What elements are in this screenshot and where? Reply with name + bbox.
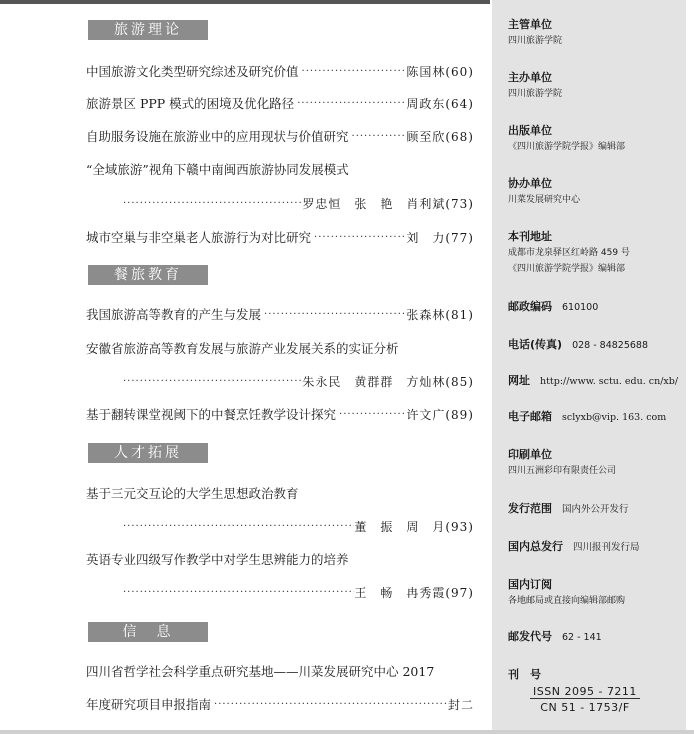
co-organizer-label: 协办单位 <box>508 177 552 190</box>
leader-dots <box>311 232 406 243</box>
article-author-page: 陈国林(60) <box>406 64 474 79</box>
toc-entry[interactable] <box>86 303 474 325</box>
website-link[interactable]: http://www. sctu. edu. cn/xb/ <box>540 376 679 387</box>
leader-dots <box>120 376 302 387</box>
article-title: 中国旅游文化类型研究综述及研究价值 <box>86 64 299 79</box>
toc-entry[interactable] <box>86 226 474 248</box>
toc-entry[interactable] <box>86 125 474 147</box>
leader-dots <box>261 309 406 320</box>
address-line-1: 成都市龙泉驿区红岭路 459 号 <box>508 248 630 258</box>
toc-entry[interactable] <box>86 660 474 682</box>
domestic-distributor-label: 国内总发行 <box>508 540 563 553</box>
printer-label: 印刷单位 <box>508 448 552 461</box>
toc-entry[interactable] <box>86 337 474 359</box>
article-author-page: 王 畅 冉秀霞(97) <box>354 585 474 600</box>
leader-dots <box>120 587 354 598</box>
article-author-page: 顾至欣(68) <box>406 129 474 144</box>
phone-row <box>508 336 648 352</box>
toc-entry-continuation[interactable] <box>120 370 474 392</box>
leader-dots <box>299 66 407 77</box>
phone-label: 电话(传真) <box>508 338 563 351</box>
website-label: 网址 <box>508 374 530 387</box>
article-title: 基于三元交互论的大学生思想政治教育 <box>86 486 299 501</box>
printer-value: 四川五洲彩印有限责任公司 <box>508 466 617 476</box>
article-title: 自助服务设施在旅游业中的应用现状与价值研究 <box>86 129 349 144</box>
email-row <box>508 408 666 424</box>
publication-info-sidebar <box>492 0 686 734</box>
section-heading-tourism-theory: 旅游理论 <box>88 20 208 40</box>
leader-dots <box>336 409 406 420</box>
article-title: 安徽省旅游高等教育发展与旅游产业发展关系的实证分析 <box>86 341 399 356</box>
sponsor-value: 四川旅游学院 <box>508 89 563 99</box>
article-title: 旅游景区 PPP 模式的困境及优化路径 <box>86 96 295 111</box>
leader-dots <box>120 198 302 209</box>
publisher-label: 出版单位 <box>508 124 552 137</box>
article-author-page: 罗忠恒 张 艳 肖利斌(73) <box>302 196 474 211</box>
distribution-row <box>508 500 629 516</box>
article-title: 四川省哲学社会科学重点研究基地——川菜发展研究中心 2017 <box>86 664 435 679</box>
address-line-2: 《四川旅游学院学报》编辑部 <box>508 264 626 274</box>
issue-number-label: 刊 号 <box>508 668 541 681</box>
leader-dots <box>349 131 407 142</box>
cn-number: CN 51 - 1753/F <box>540 701 630 714</box>
postal-code-row <box>508 628 602 644</box>
article-title: 城市空巢与非空巢老人旅游行为对比研究 <box>86 230 312 245</box>
leader-dots <box>120 521 354 532</box>
toc-entry[interactable] <box>86 548 474 570</box>
website-row <box>508 372 678 388</box>
toc-entry-continuation[interactable] <box>120 581 474 603</box>
article-author-page: 张森林(81) <box>406 307 474 322</box>
address-label: 本刊地址 <box>508 230 552 243</box>
email-link[interactable]: sclyxb@vip. 163. com <box>562 412 667 423</box>
issn-number: ISSN 2095 - 7211 <box>530 685 640 699</box>
subscription-label: 国内订阅 <box>508 578 552 591</box>
postal-code-label: 邮发代号 <box>508 630 552 643</box>
toc-entry-continuation[interactable] <box>120 192 474 214</box>
article-author-page: 刘 力(77) <box>406 230 474 245</box>
toc-entry[interactable] <box>86 482 474 504</box>
sponsor-label: 主办单位 <box>508 71 552 84</box>
article-title: 基于翻转课堂视阈下的中餐烹饪教学设计探究 <box>86 407 337 422</box>
article-page: 封二 <box>447 697 474 712</box>
email-label: 电子邮箱 <box>508 410 552 423</box>
article-author-page: 董 振 周 月(93) <box>354 519 474 534</box>
distribution-label: 发行范围 <box>508 502 552 515</box>
supervisor-value: 四川旅游学院 <box>508 36 563 46</box>
section-heading-talent-development: 人才拓展 <box>88 443 208 463</box>
supervisor-label: 主管单位 <box>508 18 552 31</box>
phone-value: 028 - 84825688 <box>572 340 649 351</box>
toc-entry[interactable] <box>86 60 474 82</box>
bottom-rule <box>0 730 694 734</box>
toc-entry[interactable] <box>86 403 474 425</box>
article-author-page: 许文广(89) <box>406 407 474 422</box>
section-heading-information: 信 息 <box>88 622 208 642</box>
article-title: “全域旅游”视角下赣中南闽西旅游协同发展模式 <box>86 162 349 177</box>
toc-entry-continuation[interactable] <box>86 693 474 715</box>
leader-dots <box>294 98 406 109</box>
article-title: 我国旅游高等教育的产生与发展 <box>86 307 262 322</box>
article-title: 年度研究项目申报指南 <box>86 697 212 712</box>
toc-entry-continuation[interactable] <box>120 515 474 537</box>
distribution-value: 国内外公开发行 <box>562 504 629 515</box>
postcode-label: 邮政编码 <box>508 300 552 313</box>
publisher-value: 《四川旅游学院学报》编辑部 <box>508 142 626 152</box>
domestic-distributor-row <box>508 538 640 554</box>
article-author-page: 朱永民 黄群群 方灿林(85) <box>302 374 474 389</box>
article-title: 英语专业四级写作教学中对学生思辨能力的培养 <box>86 552 349 567</box>
postal-code-value: 62 - 141 <box>562 632 602 643</box>
article-author-page: 周政东(64) <box>406 96 474 111</box>
co-organizer-value: 川菜发展研究中心 <box>508 195 581 205</box>
leader-dots <box>211 699 448 710</box>
toc-entry[interactable] <box>86 92 474 114</box>
subscription-value: 各地邮局或直接向编辑部邮购 <box>508 596 626 606</box>
postcode-row <box>508 298 598 314</box>
section-heading-hospitality-education: 餐旅教育 <box>88 265 208 285</box>
domestic-distributor-value: 四川报刊发行局 <box>573 542 640 553</box>
postcode-value: 610100 <box>562 302 599 313</box>
toc-entry[interactable] <box>86 158 474 180</box>
